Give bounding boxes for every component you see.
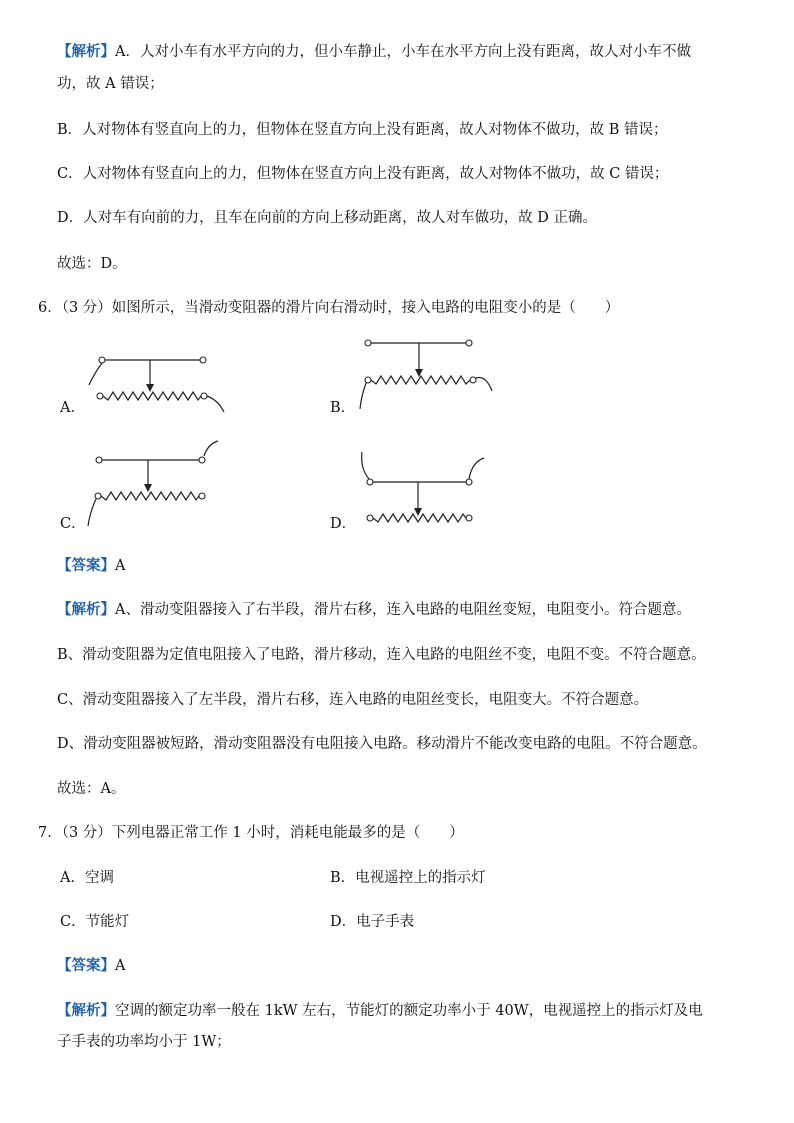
wire: [207, 396, 224, 412]
q7-option-d: D．电子手表: [330, 914, 415, 930]
wire: [204, 441, 218, 456]
answer-tag: 【答案】: [57, 557, 115, 574]
q5-choice: 故选：D。: [57, 256, 127, 272]
q6-option-a-label: A．: [60, 400, 85, 416]
analysis-tag: 【解析】: [57, 601, 115, 618]
terminal: [201, 393, 207, 399]
resistance-wire: [103, 392, 201, 400]
wire: [476, 378, 492, 391]
slider-arrow-icon: [146, 384, 154, 392]
q5-analysis-b: B．人对物体有竖直向上的力，但物体在竖直方向上没有距离，故人对物体不做功，故 B 错误；: [57, 122, 668, 138]
q6-option-d-label: D．: [330, 516, 357, 532]
terminal: [367, 515, 373, 521]
terminal: [365, 340, 371, 346]
terminal: [96, 457, 102, 463]
q7-analysis-line2: 子手表的功率均小于 1W；: [57, 1034, 231, 1050]
slider-arrow-icon: [414, 508, 422, 516]
q5-analysis-d: D．人对车有向前的力，且车在向前的方向上移动距离，故人对车做功，故 D 正确。: [57, 210, 597, 226]
q7-stem: 7．（3 分）下列电器正常工作 1 小时，消耗电能最多的是（ ）: [38, 825, 464, 841]
q6-stem: 6．（3 分）如图所示，当滑动变阻器的滑片向右滑动时，接入电路的电阻变小的是（ ）: [38, 300, 620, 316]
q5-analysis-a-line1: 【解析】A．人对小车有水平方向的力，但小车静止，小车在水平方向上没有距离，故人对小车不做: [57, 43, 691, 60]
slider-arrow-icon: [415, 369, 423, 377]
q7-answer: 【答案】A: [57, 957, 126, 974]
terminal: [199, 457, 205, 463]
terminal: [466, 479, 472, 485]
q6-option-b-diagram: [358, 335, 508, 415]
terminal: [199, 493, 205, 499]
terminal: [99, 357, 105, 363]
terminal: [365, 377, 371, 383]
q5-analysis-c: C．人对物体有竖直向上的力，但物体在竖直方向上没有距离，故人对物体不做功，故 C 错误；: [57, 166, 669, 182]
wire: [360, 383, 366, 409]
slider-arrow-icon: [144, 484, 152, 492]
q6-analysis-d: D、滑动变阻器被短路，滑动变阻器没有电阻接入电路。移动滑片不能改变电路的电阻。不符合题意。: [57, 736, 707, 752]
q6-option-c-label: C．: [60, 516, 86, 532]
q6-option-b-label: B．: [330, 400, 356, 416]
q6-option-a-diagram: [86, 352, 236, 422]
q6-option-d-diagram: [358, 450, 498, 530]
answer-tag: 【答案】: [57, 957, 115, 974]
wire: [89, 363, 102, 385]
wire: [362, 452, 369, 479]
q5-analysis-a-line2: 功，故 A 错误；: [57, 76, 164, 92]
terminal: [466, 340, 472, 346]
q6-option-c-diagram: [86, 438, 236, 528]
q6-analysis-b: B、滑动变阻器为定值电阻接入了电路，滑片移动，连入电路的电阻丝不变，电阻不变。不符合题意。: [57, 647, 706, 663]
q7-option-a: A．空调: [60, 870, 114, 886]
wire: [469, 458, 484, 479]
resistance-wire: [101, 492, 199, 500]
analysis-tag: 【解析】: [57, 43, 115, 60]
wire: [88, 499, 96, 526]
q6-analysis-c: C、滑动变阻器接入了左半段，滑片右移，连入电路的电阻丝变长，电阻变大。不符合题意。: [57, 692, 649, 708]
terminal: [466, 515, 472, 521]
resistance-wire: [371, 376, 470, 384]
q6-answer: 【答案】A: [57, 557, 126, 574]
analysis-tag: 【解析】: [57, 1002, 115, 1019]
terminal: [200, 357, 206, 363]
q7-analysis-line1: 【解析】空调的额定功率一般在 1kW 左右，节能灯的额定功率小于 40W，电视遥控上的指示灯及电: [57, 1002, 703, 1019]
terminal: [470, 377, 476, 383]
terminal: [367, 479, 373, 485]
q7-option-b: B．电视遥控上的指示灯: [330, 870, 486, 886]
terminal: [97, 393, 103, 399]
q7-option-c: C．节能灯: [60, 914, 130, 930]
q6-analysis-a: 【解析】A、滑动变阻器接入了右半段，滑片右移，连入电路的电阻丝变短，电阻变小。符合题意。: [57, 601, 691, 618]
terminal: [95, 493, 101, 499]
q6-choice: 故选：A。: [57, 781, 126, 797]
resistance-wire: [373, 514, 466, 522]
